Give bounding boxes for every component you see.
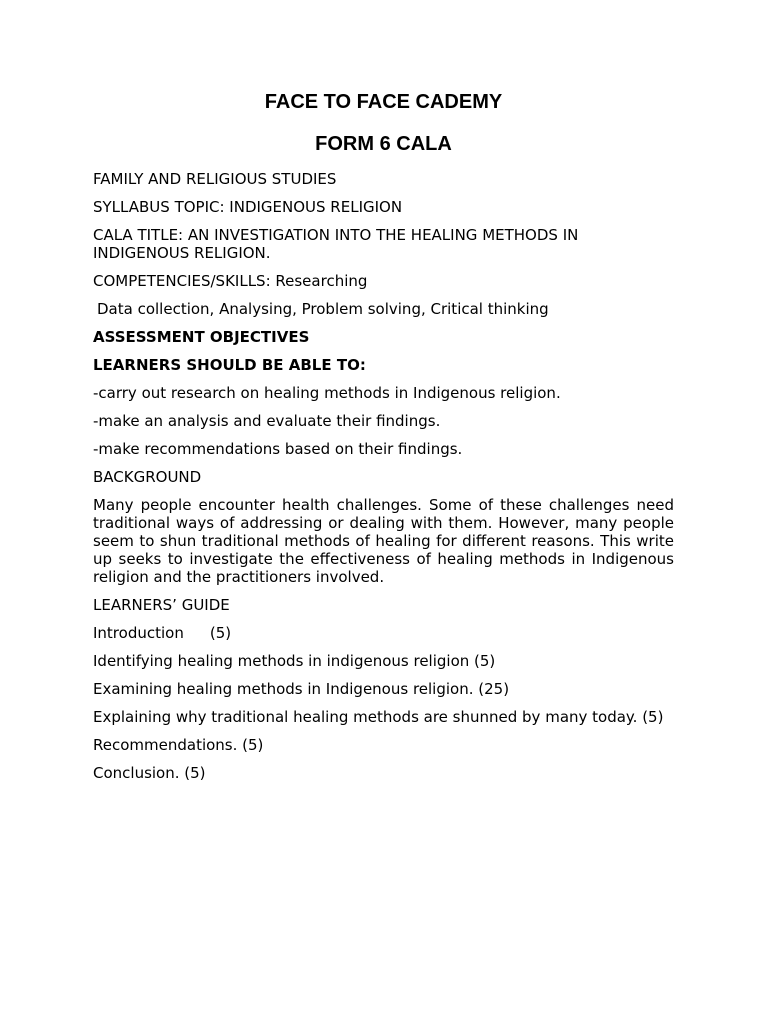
guide-item: Identifying healing methods in indigenous religion (5) — [93, 652, 496, 670]
guide-intro-marks: (5) — [209, 624, 232, 642]
document-title: FACE TO FACE CADEMY — [264, 91, 503, 113]
objective-item: -make recommendations based on their findings. — [93, 440, 463, 458]
guide-intro — [93, 624, 674, 642]
guide-item: Recommendations. (5) — [93, 736, 264, 754]
document-page — [93, 88, 674, 792]
document-subtitle: FORM 6 CALA — [315, 133, 452, 155]
guide-intro-label: Introduction — [93, 624, 184, 642]
guide-heading: LEARNERS’ GUIDE — [93, 596, 230, 614]
syllabus-topic: SYLLABUS TOPIC: INDIGENOUS RELIGION — [93, 198, 403, 216]
objective-item: -make an analysis and evaluate their findings. — [93, 412, 441, 430]
subject-line: FAMILY AND RELIGIOUS STUDIES — [93, 170, 337, 188]
guide-item: Examining healing methods in Indigenous religion. (25) — [93, 680, 510, 698]
cala-title: CALA TITLE: AN INVESTIGATION INTO THE HEALING METHODS IN INDIGENOUS RELIGION. — [93, 226, 579, 262]
background-paragraph: Many people encounter health challenges. Some of these challenges need traditional ways of addressing or dealing with them. However, many people seem to shun traditional methods of healing for different reasons. This write up seeks to investigate the effectiveness of healing methods in Indigenous religion and the practitioners involved. — [93, 496, 674, 586]
competencies-line: COMPETENCIES/SKILLS: Researching — [93, 272, 368, 290]
background-heading: BACKGROUND — [93, 468, 202, 486]
learners-heading: LEARNERS SHOULD BE ABLE TO: — [93, 356, 366, 374]
assessment-heading: ASSESSMENT OBJECTIVES — [93, 328, 310, 346]
skills-line: Data collection, Analysing, Problem solving, Critical thinking — [97, 300, 549, 318]
guide-item: Conclusion. (5) — [93, 764, 206, 782]
objective-item: -carry out research on healing methods in Indigenous religion. — [93, 384, 561, 402]
guide-item: Explaining why traditional healing methods are shunned by many today. (5) — [93, 708, 664, 726]
